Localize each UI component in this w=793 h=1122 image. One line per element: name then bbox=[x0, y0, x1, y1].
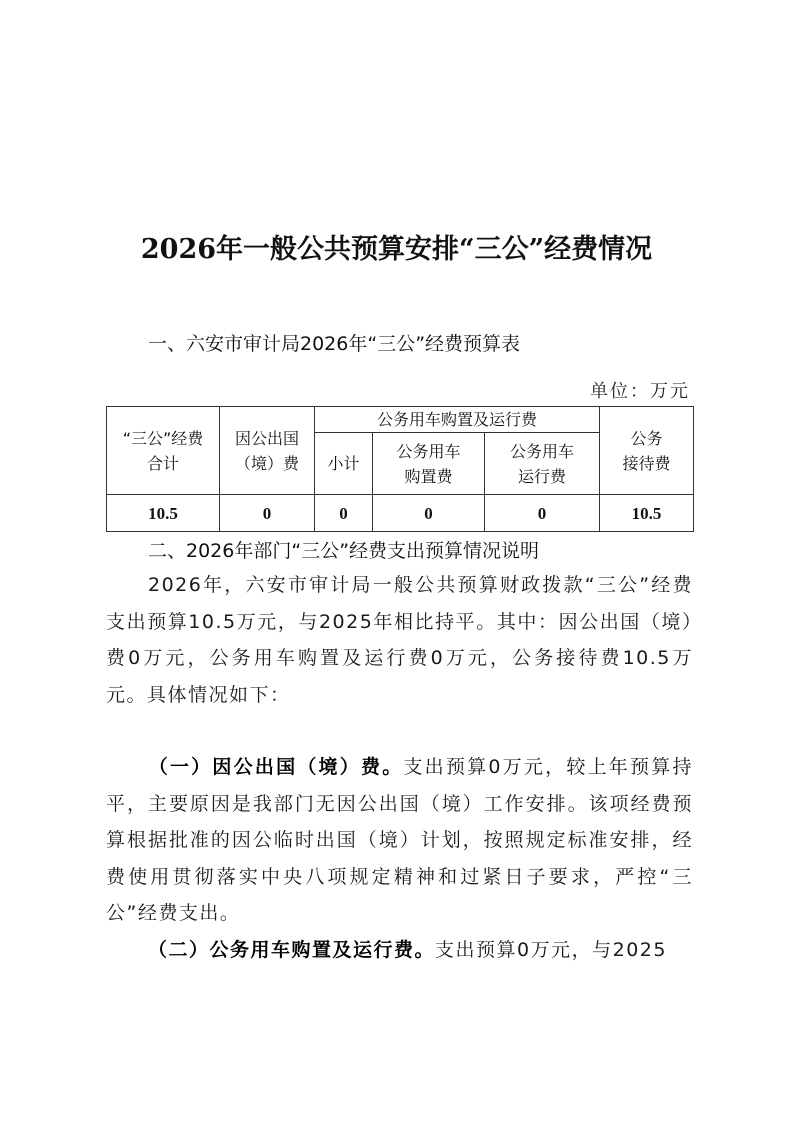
header-vehicle-group: 公务用车购置及运行费 bbox=[315, 407, 600, 433]
budget-table bbox=[106, 406, 694, 532]
header-abroad-line1: 因公出国 bbox=[234, 428, 299, 448]
unit-label: 单位：万元 bbox=[590, 381, 690, 402]
paragraph-summary bbox=[106, 567, 693, 713]
header-vehicle-purchase-line1: 公务用车 bbox=[396, 441, 461, 461]
header-reception-line1: 公务 bbox=[630, 428, 663, 448]
header-reception bbox=[600, 407, 694, 495]
table-header-row bbox=[107, 407, 694, 433]
header-total-line2: 合计 bbox=[146, 453, 179, 473]
header-abroad-line2: （境）费 bbox=[234, 453, 299, 473]
cell-reception: 10.5 bbox=[600, 495, 694, 532]
paragraph-vehicle-lead: （二）公务用车购置及运行费。 bbox=[148, 939, 436, 961]
cell-abroad: 0 bbox=[220, 495, 315, 532]
header-vehicle-operation bbox=[485, 433, 600, 495]
header-vehicle-purchase-line2: 购置费 bbox=[404, 466, 453, 486]
paragraph-abroad-lead: （一）因公出国（境）费。 bbox=[148, 756, 404, 778]
page-title: 2026年一般公共预算安排“三公”经费情况 bbox=[140, 234, 653, 265]
paragraph-vehicle-text: 支出预算0万元，与2025 bbox=[435, 939, 667, 961]
header-abroad bbox=[220, 407, 315, 495]
paragraph-abroad-text: 支出预算0万元，较上年预算持平，主要原因是我部门无因公出国（境）工作安排。该项经费预算根据批准的因公临时出国（境）计划，按照规定标准安排，经费使用贯彻落实中央八项规定精神和过紧日子要求，严控“三公”经费支出。 bbox=[106, 756, 693, 924]
header-vehicle-operation-line2: 运行费 bbox=[517, 466, 566, 486]
header-vehicle-subtotal: 小计 bbox=[315, 433, 373, 495]
paragraph-summary-text: 2026年，六安市审计局一般公共预算财政拨款“三公”经费支出预算10.5万元，与2025年相比持平。其中：因公出国（境）费0万元，公务用车购置及运行费0万元，公务接待费10.5万元。具体情况如下： bbox=[106, 574, 693, 706]
header-reception-line2: 接待费 bbox=[622, 453, 671, 473]
section-heading-budget-table: 一、六安市审计局2026年“三公”经费预算表 bbox=[148, 333, 521, 355]
cell-total: 10.5 bbox=[107, 495, 220, 532]
cell-vehicle-subtotal: 0 bbox=[315, 495, 373, 532]
table-row bbox=[107, 495, 694, 532]
header-total-line1: “三公”经费 bbox=[122, 428, 204, 448]
header-vehicle-purchase bbox=[373, 433, 485, 495]
cell-vehicle-operation: 0 bbox=[485, 495, 600, 532]
paragraph-vehicle bbox=[106, 932, 693, 969]
header-total bbox=[107, 407, 220, 495]
section-heading-explanation: 二、2026年部门“三公”经费支出预算情况说明 bbox=[148, 540, 540, 562]
paragraph-abroad bbox=[106, 749, 693, 932]
header-vehicle-operation-line1: 公务用车 bbox=[509, 441, 574, 461]
cell-vehicle-purchase: 0 bbox=[373, 495, 485, 532]
